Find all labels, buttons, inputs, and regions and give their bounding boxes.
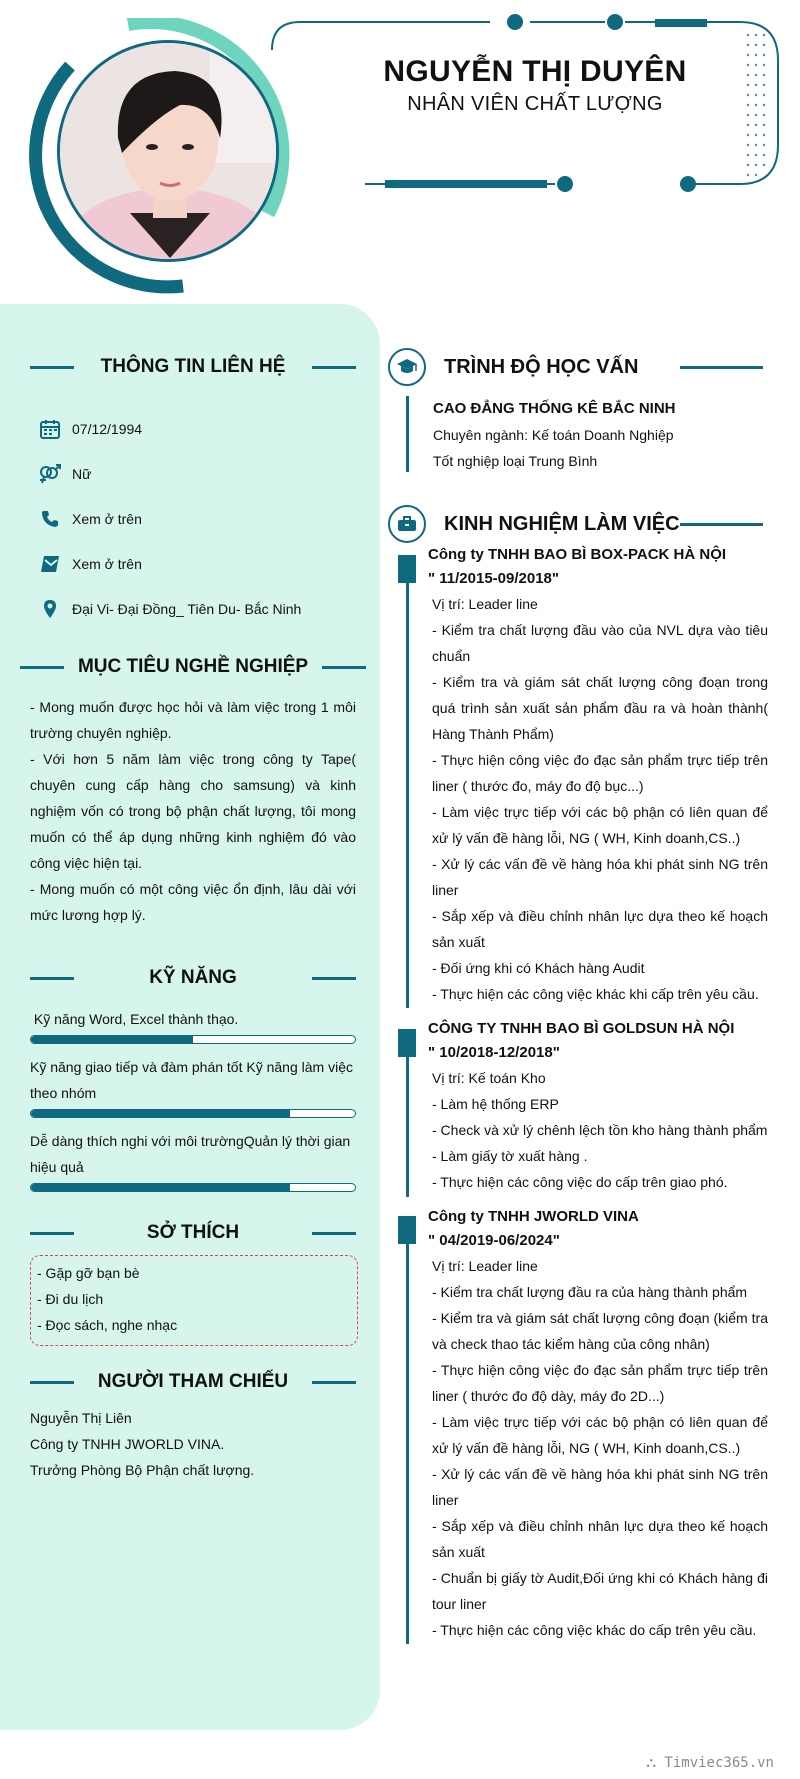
skill-label: Dễ dàng thích nghi với môi trườngQuản lý thời gian hiệu quả (30, 1133, 351, 1175)
education-section-title (388, 348, 763, 388)
contact-item-birthday (38, 406, 358, 451)
job-line: - Đối ứng khi có Khách hàng Audit (432, 960, 645, 976)
job-period: " 11/2015-09/2018" (428, 570, 560, 587)
education-major: Chuyên ngành: Kế toán Doanh Nghiệp (433, 427, 674, 443)
contact-title: THÔNG TIN LIÊN HỆ (100, 356, 286, 377)
skill-progress-bar (30, 1035, 356, 1044)
objective-title: MỤC TIÊU NGHỀ NGHIỆP (77, 656, 309, 677)
hobbies-title: SỞ THÍCH (146, 1222, 240, 1243)
job-marker (398, 1029, 416, 1057)
reference-title: NGƯỜI THAM CHIẾU (97, 1371, 289, 1392)
reference-line: Nguyễn Thị Liên (30, 1410, 132, 1426)
job-line: - Kiểm tra và giám sát chất lượng công đoạn (kiểm tra và check thao tác kiểm hàng của công nhân) (432, 1310, 768, 1352)
company-name: Công ty TNHH JWORLD VINA (428, 1208, 639, 1225)
title-bar-right (322, 666, 366, 669)
hobbies-box (30, 1255, 358, 1346)
reference-line: Trưởng Phòng Bộ Phận chất lượng. (30, 1462, 255, 1478)
reference-details (30, 1405, 356, 1483)
title-bar-left (30, 1232, 74, 1235)
job-marker (398, 555, 416, 583)
hobbies-section-title (30, 1222, 356, 1244)
company-name: Công ty TNHH BAO BÌ BOX-PACK HÀ NỘI (428, 546, 727, 563)
job-line: Vị trí: Leader line (432, 596, 538, 612)
phone-icon (38, 508, 62, 530)
job-entry (428, 543, 768, 1007)
contact-list (38, 406, 358, 631)
candidate-name: NGUYỄN THỊ DUYÊN (383, 55, 687, 88)
job-line: - Thực hiện các công việc khác khi cấp trên yêu cầu. (432, 986, 759, 1002)
job-line: - Kiểm tra và giám sát chất lượng công đoạn trong quá trình sản xuất sản phẩm đầu ra và hoàn thành( Hàng Thành Phẩm) (432, 674, 768, 742)
job-period: " 10/2018-12/2018" (428, 1044, 560, 1061)
watermark: ⛬ Timviec365.vn (646, 1755, 774, 1771)
job-line: - Làm việc trực tiếp với các bộ phận có liên quan để xử lý vấn đề hàng lỗi, NG ( WH, Kinh doanh,CS..) (432, 1414, 768, 1456)
skill-progress-bar (30, 1183, 356, 1192)
job-line: - Sắp xếp và điều chỉnh nhân lực dựa theo kế hoạch sản xuất (432, 1518, 768, 1560)
name-block (360, 55, 710, 116)
contact-section-title (30, 356, 356, 378)
contact-value: 07/12/1994 (72, 420, 143, 437)
education-grade: Tốt nghiệp loại Trung Bình (433, 453, 598, 469)
hobby-item: - Đọc sách, nghe nhạc (37, 1317, 178, 1333)
candidate-job-title: NHÂN VIÊN CHẤT LƯỢNG (407, 93, 663, 115)
calendar-icon (38, 418, 62, 440)
skill-progress-fill (31, 1110, 290, 1117)
title-bar-left (30, 366, 74, 369)
hobby-item: - Đi du lịch (37, 1291, 104, 1307)
job-timeline (406, 1057, 409, 1197)
title-bar-right (312, 1381, 356, 1384)
skill-progress-fill (31, 1184, 290, 1191)
profile-photo-illustration (60, 43, 279, 262)
skill-label: Kỹ năng Word, Excel thành thạo. (30, 1011, 239, 1027)
contact-value: Xem ở trên (72, 510, 142, 527)
job-line: - Làm giấy tờ xuất hàng . (432, 1148, 588, 1164)
objective-section-title (30, 656, 356, 678)
job-entry (428, 1205, 768, 1643)
education-timeline (406, 396, 409, 472)
job-line: Vị trí: Leader line (432, 1258, 538, 1274)
job-line: - Chuẩn bị giấy tờ Audit,Đối ứng khi có Khách hàng đi tour liner (432, 1570, 768, 1612)
title-bar-left (30, 1381, 74, 1384)
title-bar-right (312, 977, 356, 980)
job-line: Vị trí: Kế toán Kho (432, 1070, 546, 1086)
job-line: - Kiểm tra chất lượng đầu ra của hàng thành phẩm (432, 1284, 748, 1300)
skill-item (30, 1006, 356, 1044)
objective-text: - Mong muốn được học hỏi và làm việc trong 1 môi trường chuyên nghiệp. - Với hơn 5 năm làm việc trong công ty Tape( chuyên cung cấp hàng cho samsung) và kinh nghiệm vốn có trong bộ phận chất lượng, tôi mong muốn có thể áp dụng những kinh nghiệm đó vào công việc hiện tại. - Mong muốn có một công việc ổn định, lâu dài với mức lương hợp lý. (30, 699, 356, 923)
contact-value: Xem ở trên (72, 555, 142, 572)
job-line: - Check và xử lý chênh lệch tồn kho hàng thành phẩm (432, 1122, 768, 1138)
job-line: - Xử lý các vấn đề về hàng hóa khi phát sinh NG trên liner (432, 856, 768, 898)
reference-section-title (30, 1371, 356, 1393)
experience-title: KINH NGHIỆM LÀM VIỆC (444, 513, 680, 535)
skills-title: KỸ NĂNG (149, 967, 237, 988)
location-pin-icon (38, 598, 62, 620)
contact-item-gender (38, 451, 358, 496)
cv-header (0, 0, 800, 300)
job-timeline (406, 583, 409, 1008)
contact-value: Nữ (72, 465, 92, 482)
title-bar-right (312, 366, 356, 369)
skill-label: Kỹ năng giao tiếp và đàm phán tốt Kỹ năng làm việc theo nhóm (30, 1059, 353, 1101)
contact-value: Đại Vi- Đại Đồng_ Tiên Du- Bắc Ninh (72, 600, 302, 617)
job-line: - Thực hiện công việc đo đạc sản phẩm trực tiếp trên liner ( thước đo, máy đo độ bục...) (432, 752, 768, 794)
email-icon (38, 553, 62, 575)
job-period: " 04/2019-06/2024" (428, 1232, 560, 1249)
school-name: CAO ĐẲNG THỐNG KÊ BẮC NINH (433, 400, 676, 417)
graduation-cap-icon (388, 348, 426, 386)
skill-item (30, 1128, 356, 1192)
skill-progress-fill (31, 1036, 193, 1043)
contact-item-phone (38, 496, 358, 541)
education-title: TRÌNH ĐỘ HỌC VẤN (444, 356, 639, 378)
job-marker (398, 1216, 416, 1244)
gender-icon (38, 463, 62, 485)
job-line: - Thực hiện công việc đo đạc sản phẩm trực tiếp trên liner ( thước đo độ dày, máy đo 2D...) (432, 1362, 768, 1404)
briefcase-icon (388, 505, 426, 543)
skills-section-title (30, 967, 356, 989)
title-bar-left (30, 977, 74, 980)
job-line: - Làm việc trực tiếp với các bộ phận có liên quan để xử lý vấn đề hàng lỗi, NG ( WH, Kinh doanh,CS..) (432, 804, 768, 846)
job-line: - Thực hiện các công việc do cấp trên giao phó. (432, 1174, 728, 1190)
job-line: - Xử lý các vấn đề về hàng hóa khi phát sinh NG trên liner (432, 1466, 768, 1508)
skill-item (30, 1054, 356, 1118)
title-line (680, 366, 763, 369)
job-line: - Kiểm tra chất lượng đầu vào của NVL dựa vào tiêu chuẩn (432, 622, 768, 664)
title-bar-right (312, 1232, 356, 1235)
job-entry (428, 1017, 768, 1195)
profile-photo (57, 40, 279, 262)
company-name: CÔNG TY TNHH BAO BÌ GOLDSUN HÀ NỘI (428, 1020, 735, 1037)
title-line (680, 523, 763, 526)
job-line: - Thực hiện các công việc khác do cấp trên yêu cầu. (432, 1622, 757, 1638)
skills-list (30, 1006, 356, 1202)
job-line: - Sắp xếp và điều chỉnh nhân lực dựa theo kế hoạch sản xuất (432, 908, 768, 950)
education-entry (433, 396, 773, 474)
hobby-item: - Gặp gỡ bạn bè (37, 1265, 140, 1281)
contact-item-address (38, 586, 358, 631)
contact-item-email (38, 541, 358, 586)
experience-section-title (388, 505, 763, 545)
job-timeline (406, 1244, 409, 1644)
skill-progress-bar (30, 1109, 356, 1118)
job-line: - Làm hệ thống ERP (432, 1096, 559, 1112)
title-bar-left (20, 666, 64, 669)
reference-line: Công ty TNHH JWORLD VINA. (30, 1436, 225, 1452)
